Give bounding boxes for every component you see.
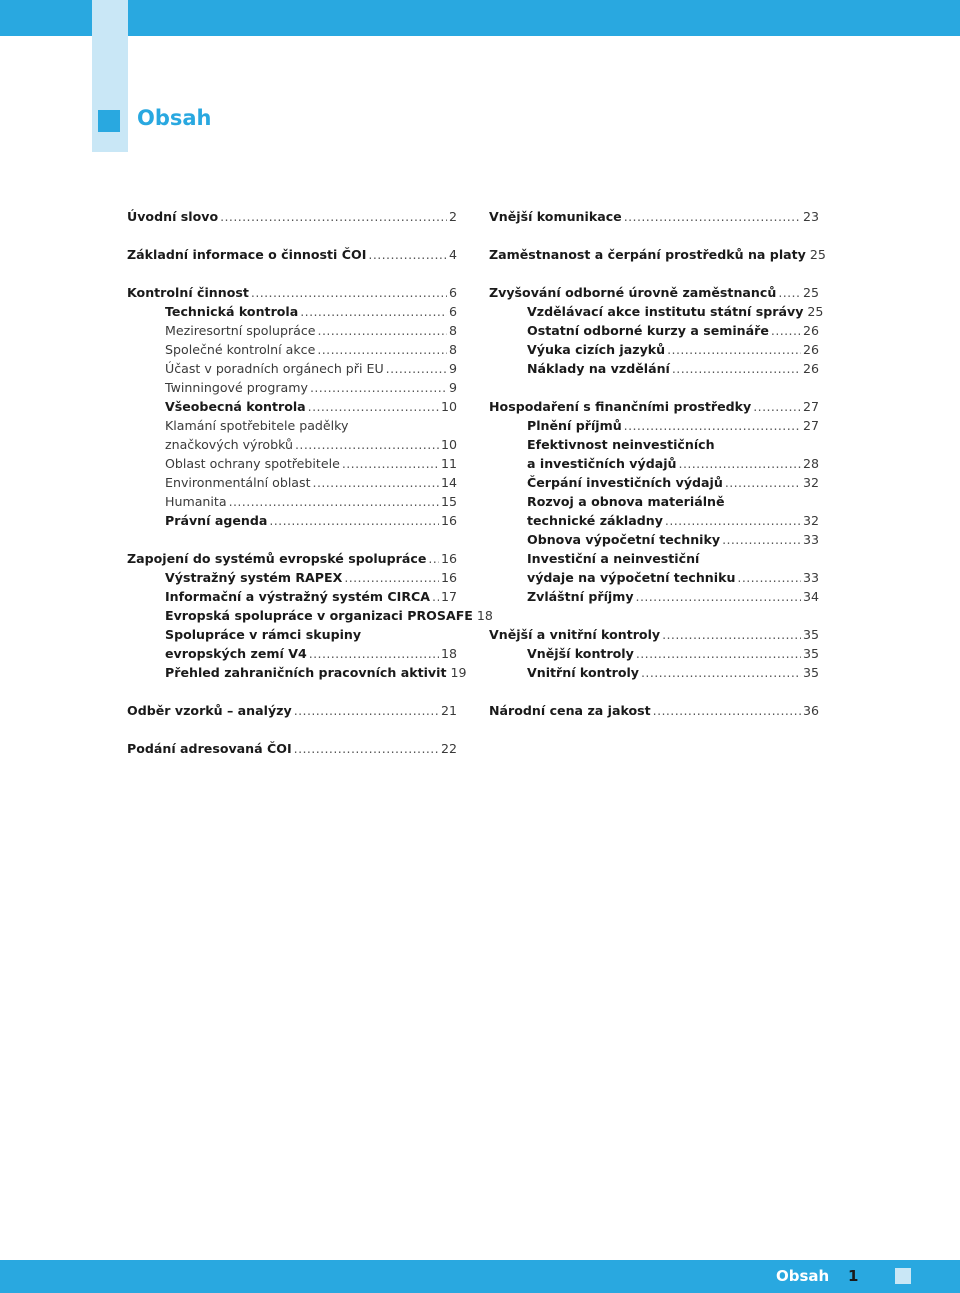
toc-entry[interactable] xyxy=(489,321,819,340)
toc-entry-label: Spolupráce v rámci skupiny xyxy=(165,627,362,642)
toc-entry[interactable] xyxy=(127,606,493,625)
toc-dot-leader xyxy=(318,321,447,340)
toc-entry-label: Efektivnost neinvestičních xyxy=(527,437,715,452)
toc-entry-label: Twinningové programy xyxy=(165,380,308,395)
toc-entry[interactable] xyxy=(489,625,819,644)
top-color-band xyxy=(0,0,960,36)
toc-entry[interactable] xyxy=(127,207,457,226)
toc-entry-label: Vzdělávací akce institutu státní správy xyxy=(527,304,804,319)
toc-dot-leader xyxy=(737,568,801,587)
toc-dot-leader xyxy=(294,701,439,720)
toc-entry-label: Základní informace o činnosti ČOI xyxy=(127,247,367,262)
toc-entry-label: Podání adresovaná ČOI xyxy=(127,741,292,756)
toc-entry-label: Vnější komunikace xyxy=(489,209,622,224)
toc-entry-page: 27 xyxy=(802,418,819,433)
toc-entry[interactable] xyxy=(127,511,457,530)
toc-dot-leader xyxy=(667,340,801,359)
toc-entry-label: Všeobecná kontrola xyxy=(165,399,306,414)
toc-entry[interactable] xyxy=(489,207,819,226)
toc-dot-leader xyxy=(386,359,447,378)
toc-entry[interactable] xyxy=(127,321,457,340)
footer-page-number: 1 xyxy=(848,1267,859,1285)
toc-entry-label: technické základny xyxy=(527,513,663,528)
toc-entry[interactable] xyxy=(489,530,819,549)
toc-entry[interactable] xyxy=(127,625,457,644)
toc-dot-leader xyxy=(679,454,801,473)
toc-entry-page: 18 xyxy=(440,646,457,661)
toc-dot-leader xyxy=(653,701,801,720)
toc-entry[interactable] xyxy=(489,701,819,720)
footer-section-label: Obsah xyxy=(776,1267,830,1285)
toc-entry[interactable] xyxy=(489,568,819,587)
toc-entry[interactable] xyxy=(489,549,819,568)
toc-entry-page: 25 xyxy=(802,285,819,300)
toc-entry-label: Investiční a neinvestiční xyxy=(527,551,700,566)
toc-entry-page: 14 xyxy=(440,475,457,490)
toc-entry[interactable] xyxy=(127,302,457,321)
toc-entry-page: 26 xyxy=(802,361,819,376)
toc-entry-label: Účast v poradních orgánech při EU xyxy=(165,361,384,376)
toc-dot-leader xyxy=(722,530,801,549)
toc-dot-leader xyxy=(624,207,801,226)
toc-dot-leader xyxy=(641,663,801,682)
toc-dot-leader xyxy=(753,397,801,416)
toc-dot-leader xyxy=(636,644,801,663)
toc-entry-page: 8 xyxy=(448,323,457,338)
toc-entry[interactable] xyxy=(489,511,819,530)
toc-entry[interactable] xyxy=(127,473,457,492)
toc-entry-page: 10 xyxy=(440,437,457,452)
toc-dot-leader xyxy=(313,473,439,492)
toc-entry[interactable] xyxy=(127,644,457,663)
toc-entry[interactable] xyxy=(489,454,819,473)
toc-dot-leader xyxy=(778,283,801,302)
toc-entry[interactable] xyxy=(127,416,457,435)
toc-entry-page: 27 xyxy=(802,399,819,414)
toc-entry-page: 15 xyxy=(440,494,457,509)
toc-entry-page: 17 xyxy=(440,589,457,604)
toc-dot-leader xyxy=(220,207,447,226)
toc-entry-label: Vnitřní kontroly xyxy=(527,665,639,680)
toc-entry-page: 9 xyxy=(448,361,457,376)
toc-dot-leader xyxy=(771,321,801,340)
toc-entry[interactable] xyxy=(489,587,819,606)
toc-entry-label: značkových výrobků xyxy=(165,437,293,452)
toc-entry[interactable] xyxy=(127,397,457,416)
footer-square-marker xyxy=(895,1268,911,1284)
toc-entry-page: 26 xyxy=(802,342,819,357)
toc-dot-leader xyxy=(344,568,439,587)
toc-entry-page: 21 xyxy=(440,703,457,718)
toc-entry-label: Právní agenda xyxy=(165,513,268,528)
toc-entry-label: Environmentální oblast xyxy=(165,475,311,490)
toc-entry-page: 6 xyxy=(448,285,457,300)
toc-entry[interactable] xyxy=(489,492,819,511)
toc-entry[interactable] xyxy=(127,587,457,606)
toc-entry-page: 25 xyxy=(807,304,824,319)
toc-entry-page: 23 xyxy=(802,209,819,224)
toc-entry[interactable] xyxy=(127,454,457,473)
toc-entry-page: 9 xyxy=(448,380,457,395)
toc-entry-label: Čerpání investičních výdajů xyxy=(527,475,723,490)
toc-entry[interactable] xyxy=(127,549,457,568)
toc-entry-page: 16 xyxy=(440,551,457,566)
toc-entry-label: Zaměstnanost a čerpání prostředků na platy xyxy=(489,247,806,262)
toc-dot-leader xyxy=(428,549,439,568)
toc-entry-page: 32 xyxy=(802,475,819,490)
toc-entry-page: 36 xyxy=(802,703,819,718)
toc-entry-label: Meziresortní spolupráce xyxy=(165,323,316,338)
toc-entry-label: Informační a výstražný systém CIRCA xyxy=(165,589,431,604)
toc-entry[interactable] xyxy=(127,435,457,454)
toc-entry-page: 16 xyxy=(440,513,457,528)
toc-entry-label: Vnější a vnitřní kontroly xyxy=(489,627,661,642)
toc-dot-leader xyxy=(294,739,439,758)
toc-entry-label: Ostatní odborné kurzy a semináře xyxy=(527,323,769,338)
toc-dot-leader xyxy=(309,644,439,663)
toc-entry-label: a investičních výdajů xyxy=(527,456,677,471)
toc-entry-page: 34 xyxy=(802,589,819,604)
toc-entry-page: 32 xyxy=(802,513,819,528)
toc-entry-page: 33 xyxy=(802,532,819,547)
toc-dot-leader xyxy=(308,397,439,416)
toc-entry-label: Národní cena za jakost xyxy=(489,703,651,718)
toc-dot-leader xyxy=(368,245,447,264)
title-square-marker xyxy=(98,110,120,132)
toc-dot-leader xyxy=(725,473,801,492)
toc-entry-page: 10 xyxy=(440,399,457,414)
toc-entry-label: Společné kontrolní akce xyxy=(165,342,316,357)
toc-entry[interactable] xyxy=(489,416,819,435)
toc-entry-page: 35 xyxy=(802,627,819,642)
toc-entry-label: Hospodaření s finančními prostředky xyxy=(489,399,752,414)
toc-entry-label: evropských zemí V4 xyxy=(165,646,307,661)
toc-entry[interactable] xyxy=(127,245,457,264)
toc-entry-label: Zapojení do systémů evropské spolupráce xyxy=(127,551,427,566)
toc-dot-leader xyxy=(269,511,439,530)
toc-dot-leader xyxy=(251,283,447,302)
toc-entry-label: Plnění příjmů xyxy=(527,418,622,433)
toc-dot-leader xyxy=(624,416,801,435)
toc-entry[interactable] xyxy=(127,492,457,511)
toc-entry-page: 19 xyxy=(450,665,467,680)
toc-entry-label: Výstražný systém RAPEX xyxy=(165,570,343,585)
toc-dot-leader xyxy=(229,492,439,511)
toc-entry-label: Kontrolní činnost xyxy=(127,285,249,300)
toc-entry[interactable] xyxy=(127,568,457,587)
toc-entry-page: 8 xyxy=(448,342,457,357)
toc-entry-page: 18 xyxy=(476,608,493,623)
toc-entry-page: 35 xyxy=(802,665,819,680)
toc-entry-label: Oblast ochrany spotřebitele xyxy=(165,456,340,471)
toc-dot-leader xyxy=(636,587,801,606)
toc-entry[interactable] xyxy=(489,644,819,663)
toc-entry-label: Obnova výpočetní techniky xyxy=(527,532,721,547)
toc-entry[interactable] xyxy=(127,378,457,397)
toc-entry[interactable] xyxy=(127,663,467,682)
toc-entry[interactable] xyxy=(127,739,457,758)
page-title: Obsah xyxy=(137,106,212,130)
toc-dot-leader xyxy=(317,340,447,359)
toc-entry[interactable] xyxy=(127,359,457,378)
toc-left-column xyxy=(127,207,493,758)
toc-entry-page: 26 xyxy=(802,323,819,338)
toc-dot-leader xyxy=(300,302,447,321)
toc-right-column xyxy=(489,207,826,720)
toc-dot-leader xyxy=(310,378,447,397)
toc-entry[interactable] xyxy=(489,473,819,492)
toc-entry[interactable] xyxy=(489,302,824,321)
toc-entry[interactable] xyxy=(489,359,819,378)
toc-entry[interactable] xyxy=(489,435,819,454)
toc-entry-page: 25 xyxy=(809,247,826,262)
toc-entry-page: 22 xyxy=(440,741,457,756)
toc-entry-label: výdaje na výpočetní techniku xyxy=(527,570,736,585)
toc-dot-leader xyxy=(295,435,439,454)
toc-entry-label: Evropská spolupráce v organizaci PROSAFE xyxy=(165,608,473,623)
toc-entry-page: 35 xyxy=(802,646,819,661)
toc-entry-label: Zvyšování odborné úrovně zaměstnanců xyxy=(489,285,777,300)
toc-dot-leader xyxy=(432,587,439,606)
toc-entry-page: 6 xyxy=(448,304,457,319)
toc-entry[interactable] xyxy=(489,245,826,264)
toc-entry-page: 2 xyxy=(448,209,457,224)
toc-entry-page: 33 xyxy=(802,570,819,585)
toc-entry-label: Náklady na vzdělání xyxy=(527,361,670,376)
toc-entry-page: 4 xyxy=(448,247,457,262)
toc-entry-label: Humanita xyxy=(165,494,227,509)
toc-entry-label: Přehled zahraničních pracovních aktivit xyxy=(165,665,447,680)
toc-dot-leader xyxy=(662,625,801,644)
toc-dot-leader xyxy=(342,454,439,473)
toc-entry-page: 16 xyxy=(440,570,457,585)
toc-entry-label: Úvodní slovo xyxy=(127,209,219,224)
toc-entry-label: Výuka cizích jazyků xyxy=(527,342,666,357)
toc-entry[interactable] xyxy=(127,701,457,720)
toc-entry-label: Technická kontrola xyxy=(165,304,299,319)
toc-entry-page: 11 xyxy=(440,456,457,471)
toc-entry[interactable] xyxy=(127,340,457,359)
toc-entry[interactable] xyxy=(127,283,457,302)
toc-entry-label: Vnější kontroly xyxy=(527,646,634,661)
toc-entry[interactable] xyxy=(489,283,819,302)
toc-dot-leader xyxy=(672,359,801,378)
toc-entry-label: Odběr vzorků – analýzy xyxy=(127,703,292,718)
toc-entry-label: Zvláštní příjmy xyxy=(527,589,634,604)
toc-dot-leader xyxy=(665,511,801,530)
toc-entry[interactable] xyxy=(489,397,819,416)
toc-entry[interactable] xyxy=(489,663,819,682)
toc-entry[interactable] xyxy=(489,340,819,359)
toc-entry-page: 28 xyxy=(802,456,819,471)
toc-entry-label: Rozvoj a obnova materiálně xyxy=(527,494,725,509)
toc-entry-label: Klamání spotřebitele padělky xyxy=(165,418,349,433)
